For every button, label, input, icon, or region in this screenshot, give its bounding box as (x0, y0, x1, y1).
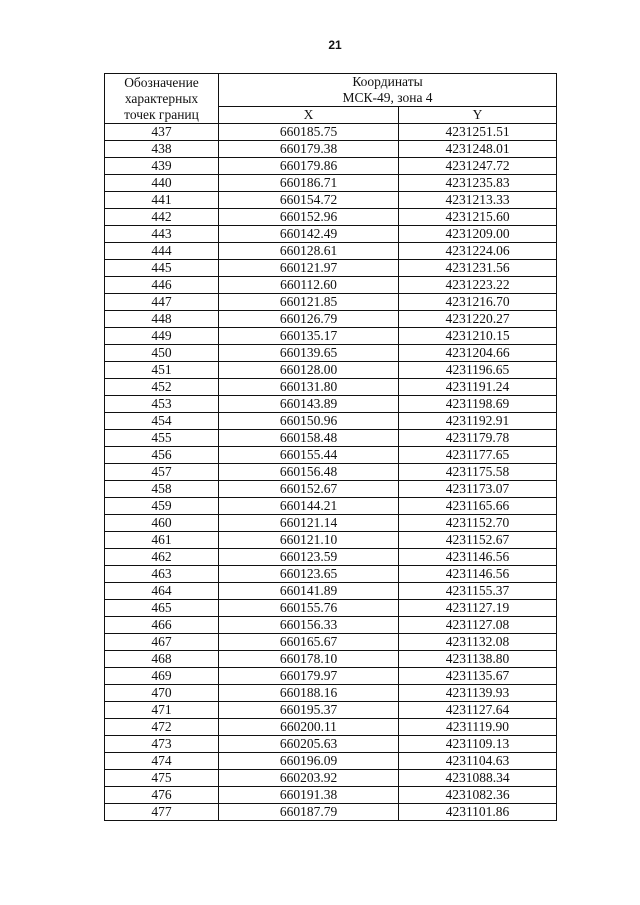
y-coordinate-cell: 4231127.08 (399, 617, 557, 634)
point-header-line-2: характерных (124, 90, 199, 106)
x-coordinate-cell: 660143.89 (219, 396, 399, 413)
y-coordinate-cell: 4231146.56 (399, 549, 557, 566)
y-coordinate-cell: 4231101.86 (399, 804, 557, 821)
x-coordinate-cell: 660152.67 (219, 481, 399, 498)
x-coordinate-cell: 660150.96 (219, 413, 399, 430)
point-number-cell: 461 (105, 532, 219, 549)
y-coordinate-cell: 4231139.93 (399, 685, 557, 702)
x-coordinate-cell: 660121.97 (219, 260, 399, 277)
point-number-cell: 472 (105, 719, 219, 736)
x-coordinate-cell: 660188.16 (219, 685, 399, 702)
table-row (105, 192, 557, 209)
point-number-cell: 441 (105, 192, 219, 209)
table-row (105, 124, 557, 141)
y-coordinate-cell: 4231209.00 (399, 226, 557, 243)
y-coordinate-cell: 4231082.36 (399, 787, 557, 804)
point-number-cell: 475 (105, 770, 219, 787)
y-coordinate-cell: 4231152.67 (399, 532, 557, 549)
x-coordinate-cell: 660205.63 (219, 736, 399, 753)
x-column-header: X (219, 107, 399, 124)
x-coordinate-cell: 660128.61 (219, 243, 399, 260)
coordinates-header-line-2: МСК-49, зона 4 (342, 90, 433, 105)
point-number-cell: 453 (105, 396, 219, 413)
x-coordinate-cell: 660165.67 (219, 634, 399, 651)
point-number-cell: 467 (105, 634, 219, 651)
table-row (105, 430, 557, 447)
table-row (105, 600, 557, 617)
point-number-cell: 442 (105, 209, 219, 226)
point-number-cell: 460 (105, 515, 219, 532)
table-row (105, 294, 557, 311)
table-row (105, 617, 557, 634)
point-number-cell: 471 (105, 702, 219, 719)
table-row (105, 226, 557, 243)
x-coordinate-cell: 660186.71 (219, 175, 399, 192)
y-coordinate-cell: 4231179.78 (399, 430, 557, 447)
y-coordinate-cell: 4231132.08 (399, 634, 557, 651)
y-coordinate-cell: 4231104.63 (399, 753, 557, 770)
table-row (105, 413, 557, 430)
table-row (105, 770, 557, 787)
table-row (105, 634, 557, 651)
point-number-cell: 447 (105, 294, 219, 311)
y-coordinate-cell: 4231088.34 (399, 770, 557, 787)
point-number-cell: 458 (105, 481, 219, 498)
table-row (105, 243, 557, 260)
table-row (105, 532, 557, 549)
x-coordinate-cell: 660156.33 (219, 617, 399, 634)
point-number-cell: 454 (105, 413, 219, 430)
point-number-cell: 443 (105, 226, 219, 243)
x-coordinate-cell: 660142.49 (219, 226, 399, 243)
x-coordinate-cell: 660195.37 (219, 702, 399, 719)
y-coordinate-cell: 4231198.69 (399, 396, 557, 413)
x-coordinate-cell: 660141.89 (219, 583, 399, 600)
table-row (105, 175, 557, 192)
point-number-cell: 452 (105, 379, 219, 396)
point-number-cell: 476 (105, 787, 219, 804)
point-number-cell: 477 (105, 804, 219, 821)
x-coordinate-cell: 660123.59 (219, 549, 399, 566)
x-coordinate-cell: 660179.86 (219, 158, 399, 175)
x-coordinate-cell: 660179.97 (219, 668, 399, 685)
x-coordinate-cell: 660185.75 (219, 124, 399, 141)
x-coordinate-cell: 660200.11 (219, 719, 399, 736)
table-row (105, 260, 557, 277)
y-coordinate-cell: 4231127.19 (399, 600, 557, 617)
x-coordinate-cell: 660112.60 (219, 277, 399, 294)
table-row (105, 396, 557, 413)
table-row (105, 753, 557, 770)
y-coordinate-cell: 4231204.66 (399, 345, 557, 362)
table-row (105, 141, 557, 158)
point-number-cell: 466 (105, 617, 219, 634)
y-coordinate-cell: 4231248.01 (399, 141, 557, 158)
point-number-cell: 448 (105, 311, 219, 328)
table-row (105, 498, 557, 515)
point-number-cell: 450 (105, 345, 219, 362)
point-number-cell: 469 (105, 668, 219, 685)
point-number-cell: 437 (105, 124, 219, 141)
table-body (105, 124, 557, 821)
x-coordinate-cell: 660139.65 (219, 345, 399, 362)
x-coordinate-cell: 660178.10 (219, 651, 399, 668)
x-coordinate-cell: 660187.79 (219, 804, 399, 821)
x-coordinate-cell: 660152.96 (219, 209, 399, 226)
page-number: 21 (328, 38, 342, 52)
y-coordinate-cell: 4231165.66 (399, 498, 557, 515)
x-coordinate-cell: 660203.92 (219, 770, 399, 787)
y-coordinate-cell: 4231251.51 (399, 124, 557, 141)
y-coordinate-cell: 4231216.70 (399, 294, 557, 311)
point-number-cell: 468 (105, 651, 219, 668)
x-coordinate-cell: 660135.17 (219, 328, 399, 345)
y-coordinate-cell: 4231223.22 (399, 277, 557, 294)
y-coordinate-cell: 4231152.70 (399, 515, 557, 532)
point-number-cell: 459 (105, 498, 219, 515)
point-number-cell: 455 (105, 430, 219, 447)
point-number-cell: 457 (105, 464, 219, 481)
y-coordinate-cell: 4231231.56 (399, 260, 557, 277)
x-coordinate-cell: 660196.09 (219, 753, 399, 770)
table-row (105, 209, 557, 226)
coordinates-header (219, 74, 557, 107)
table-row (105, 549, 557, 566)
coordinates-table (104, 73, 557, 821)
point-number-cell: 462 (105, 549, 219, 566)
y-coordinate-cell: 4231173.07 (399, 481, 557, 498)
y-coordinate-cell: 4231215.60 (399, 209, 557, 226)
y-coordinate-cell: 4231235.83 (399, 175, 557, 192)
table-row (105, 447, 557, 464)
x-coordinate-cell: 660155.76 (219, 600, 399, 617)
y-coordinate-cell: 4231127.64 (399, 702, 557, 719)
x-coordinate-cell: 660191.38 (219, 787, 399, 804)
point-number-cell: 464 (105, 583, 219, 600)
x-coordinate-cell: 660179.38 (219, 141, 399, 158)
x-coordinate-cell: 660128.00 (219, 362, 399, 379)
point-number-cell: 473 (105, 736, 219, 753)
point-number-cell: 463 (105, 566, 219, 583)
y-coordinate-cell: 4231177.65 (399, 447, 557, 464)
x-coordinate-cell: 660121.10 (219, 532, 399, 549)
x-coordinate-cell: 660126.79 (219, 311, 399, 328)
table-row (105, 702, 557, 719)
x-coordinate-cell: 660154.72 (219, 192, 399, 209)
y-coordinate-cell: 4231146.56 (399, 566, 557, 583)
point-number-cell: 444 (105, 243, 219, 260)
point-number-cell: 449 (105, 328, 219, 345)
point-number-cell: 440 (105, 175, 219, 192)
y-coordinate-cell: 4231247.72 (399, 158, 557, 175)
table-row (105, 464, 557, 481)
y-coordinate-cell: 4231210.15 (399, 328, 557, 345)
x-coordinate-cell: 660123.65 (219, 566, 399, 583)
y-coordinate-cell: 4231224.06 (399, 243, 557, 260)
x-coordinate-cell: 660131.80 (219, 379, 399, 396)
y-coordinate-cell: 4231155.37 (399, 583, 557, 600)
table-row (105, 566, 557, 583)
table-row (105, 787, 557, 804)
point-column-header (105, 74, 219, 124)
table-row (105, 804, 557, 821)
y-coordinate-cell: 4231119.90 (399, 719, 557, 736)
x-coordinate-cell: 660144.21 (219, 498, 399, 515)
table-row (105, 362, 557, 379)
table-row (105, 515, 557, 532)
x-coordinate-cell: 660158.48 (219, 430, 399, 447)
y-coordinate-cell: 4231192.91 (399, 413, 557, 430)
table-row (105, 583, 557, 600)
y-coordinate-cell: 4231138.80 (399, 651, 557, 668)
table-row (105, 719, 557, 736)
y-column-header: Y (399, 107, 557, 124)
table-row (105, 651, 557, 668)
y-coordinate-cell: 4231196.65 (399, 362, 557, 379)
x-coordinate-cell: 660155.44 (219, 447, 399, 464)
y-coordinate-cell: 4231109.13 (399, 736, 557, 753)
table-row (105, 328, 557, 345)
y-coordinate-cell: 4231191.24 (399, 379, 557, 396)
point-header-line-1: Обозначение (124, 74, 199, 90)
point-number-cell: 445 (105, 260, 219, 277)
y-coordinate-cell: 4231220.27 (399, 311, 557, 328)
table-row (105, 685, 557, 702)
table-row (105, 379, 557, 396)
x-coordinate-cell: 660121.14 (219, 515, 399, 532)
point-number-cell: 451 (105, 362, 219, 379)
table-row (105, 311, 557, 328)
table-row (105, 277, 557, 294)
table-row (105, 736, 557, 753)
point-number-cell: 456 (105, 447, 219, 464)
coordinates-header-line-1: Координаты (352, 74, 423, 89)
point-number-cell: 446 (105, 277, 219, 294)
table-row (105, 668, 557, 685)
point-number-cell: 470 (105, 685, 219, 702)
point-number-cell: 474 (105, 753, 219, 770)
table-row (105, 158, 557, 175)
y-coordinate-cell: 4231135.67 (399, 668, 557, 685)
y-coordinate-cell: 4231175.58 (399, 464, 557, 481)
table-row (105, 481, 557, 498)
point-number-cell: 438 (105, 141, 219, 158)
point-number-cell: 439 (105, 158, 219, 175)
x-coordinate-cell: 660156.48 (219, 464, 399, 481)
point-number-cell: 465 (105, 600, 219, 617)
table-header (105, 74, 557, 124)
x-coordinate-cell: 660121.85 (219, 294, 399, 311)
table-row (105, 345, 557, 362)
y-coordinate-cell: 4231213.33 (399, 192, 557, 209)
point-header-line-3: точек границ (124, 106, 199, 122)
